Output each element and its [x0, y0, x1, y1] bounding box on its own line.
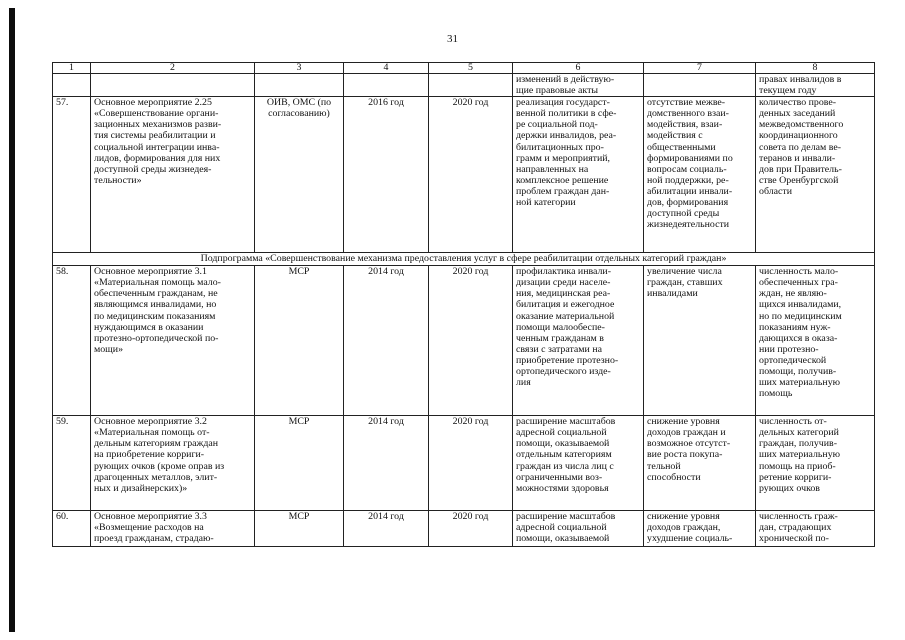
- start-year: 2014 год: [344, 266, 429, 416]
- executor: ОИВ, ОМС (по согласованию): [255, 97, 344, 253]
- row-number: 60.: [53, 511, 91, 547]
- start-year: 2014 год: [344, 416, 429, 511]
- executor: МСР: [255, 266, 344, 416]
- indicator: численность мало- обеспеченных гра- ждан, не являю- щихся инвалидами, но по медицинским показаниям нуж- дающихся в оказа- нии протезно- ортопедической помощи, получив- ших материальную помощь: [756, 266, 875, 416]
- expected-result: расширение масштабов адресной социальной помощи, оказываемой отдельным категориям граждан из числа лиц с ограниченными воз- можностями здоровья: [513, 416, 644, 511]
- executor: МСР: [255, 511, 344, 547]
- indicator: количество прове- денных заседаний межведомственного координационного совета по делам ве- теранов и инвали- дов при Правитель- стве Оренбургской области: [756, 97, 875, 253]
- subprogram-title: Подпрограмма «Совершенствование механизма предоставления услуг в сфере реабилитации отдельных категорий граждан»: [53, 253, 875, 266]
- start-year: 2014 год: [344, 511, 429, 547]
- table-row: [53, 266, 875, 416]
- col-header: 7: [644, 63, 756, 74]
- measure-name: [91, 74, 255, 97]
- risk: снижение уровня доходов граждан и возможное отсутст- вие роста покупа- тельной способности: [644, 416, 756, 511]
- col-header: 2: [91, 63, 255, 74]
- col-header: 6: [513, 63, 644, 74]
- table-row: [53, 511, 875, 547]
- end-year: 2020 год: [429, 266, 513, 416]
- executor: [255, 74, 344, 97]
- expected-result: профилактика инвали- дизации среди населе- ния, медицинская реа- билитация и ежегодное оказание материальной помощи малообеспе- ченным гражданам в связи с затратами на приобретение протезно- ортопедического изде- лия: [513, 266, 644, 416]
- measures-table: [52, 62, 875, 547]
- row-number: 58.: [53, 266, 91, 416]
- executor: МСР: [255, 416, 344, 511]
- measure-name: Основное мероприятие 3.2 «Материальная помощь от- дельным категориям граждан на приобретение корриги- рующих очков (кроме оправ из драгоценных металлов, элит- ных и дизайнерских)»: [91, 416, 255, 511]
- start-year: [344, 74, 429, 97]
- end-year: [429, 74, 513, 97]
- indicator: численность граж- дан, страдающих хронической по-: [756, 511, 875, 547]
- table-row: [53, 97, 875, 253]
- col-header: 4: [344, 63, 429, 74]
- indicator: численность от- дельных категорий граждан, получив- ших материальную помощь на приоб- ретение корриги- рующих очков: [756, 416, 875, 511]
- start-year: 2016 год: [344, 97, 429, 253]
- end-year: 2020 год: [429, 511, 513, 547]
- binding-edge: [9, 8, 15, 632]
- risk: [644, 74, 756, 97]
- col-header: 1: [53, 63, 91, 74]
- expected-result: расширение масштабов адресной социальной помощи, оказываемой: [513, 511, 644, 547]
- header-row: [53, 63, 875, 74]
- subprogram-row: [53, 253, 875, 266]
- row-number: 59.: [53, 416, 91, 511]
- table-row: [53, 416, 875, 511]
- page-number: 31: [447, 33, 458, 45]
- row-number: [53, 74, 91, 97]
- col-header: 8: [756, 63, 875, 74]
- measure-name: Основное мероприятие 2.25 «Совершенствование органи- зационных механизмов разви- тия системы реабилитации и социальной интеграции инва- лидов, формирования для них доступной среды жизнедея- тельности»: [91, 97, 255, 253]
- measure-name: Основное мероприятие 3.1 «Материальная помощь мало- обеспеченным гражданам, не являющимся инвалидами, но по медицинским показаниям нуждающимся в оказании протезно-ортопедической по- мощи»: [91, 266, 255, 416]
- risk: снижение уровня доходов граждан, ухудшение социаль-: [644, 511, 756, 547]
- col-header: 5: [429, 63, 513, 74]
- indicator: правах инвалидов в текущем году: [756, 74, 875, 97]
- col-header: 3: [255, 63, 344, 74]
- row-number: 57.: [53, 97, 91, 253]
- table-row: [53, 74, 875, 97]
- expected-result: изменений в действую- щие правовые акты: [513, 74, 644, 97]
- end-year: 2020 год: [429, 97, 513, 253]
- measure-name: Основное мероприятие 3.3 «Возмещение расходов на проезд гражданам, страдаю-: [91, 511, 255, 547]
- risk: отсутствие межве- домственного взаи- модействия, взаи- модействия с общественными формированиями по вопросам социаль- ной поддержки, ре- абилитации инвали- дов, формирования доступной среды жизнедеятельности: [644, 97, 756, 253]
- risk: увеличение числа граждан, ставших инвалидами: [644, 266, 756, 416]
- expected-result: реализация государст- венной политики в сфе- ре социальной под- держки инвалидов, реа- билитационных про- грамм и мероприятий, направленных на комплексное решение проблем граждан дан- ной категории: [513, 97, 644, 253]
- end-year: 2020 год: [429, 416, 513, 511]
